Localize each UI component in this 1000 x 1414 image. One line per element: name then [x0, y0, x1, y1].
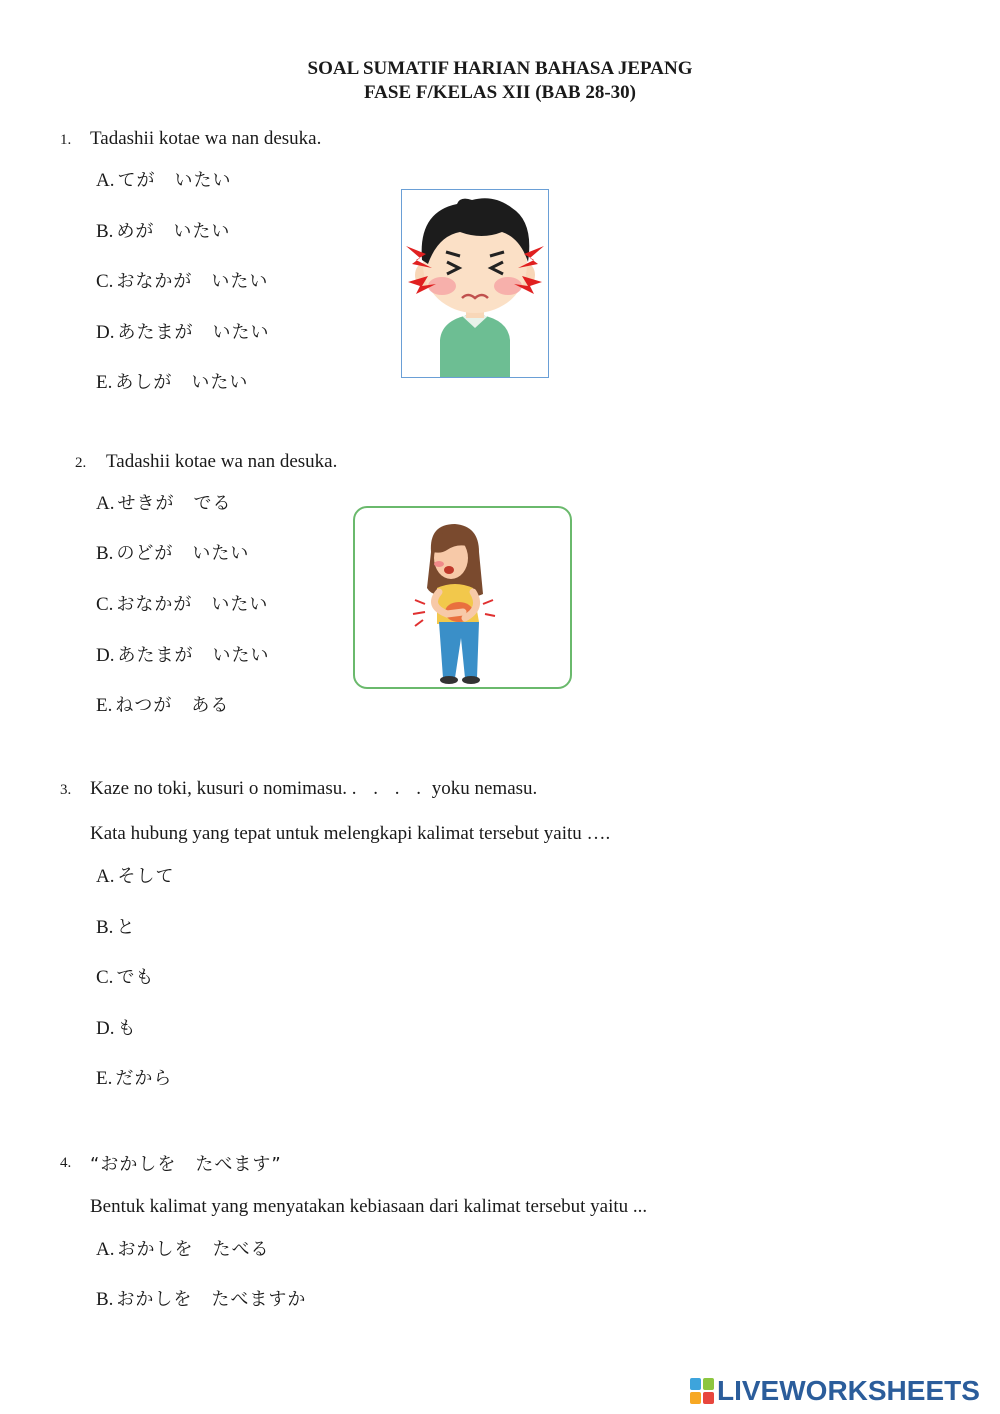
stomachache-girl-image [353, 506, 572, 689]
liveworksheets-logo[interactable] [690, 1375, 980, 1407]
option-c[interactable]: C. おなかが いたい [96, 594, 269, 615]
option-a[interactable]: A. せきが でる [96, 493, 232, 514]
worksheet-subtitle: FASE F/KELAS XII (BAB 28-30) [363, 82, 636, 103]
question-text: “おかしを たべます” [90, 1154, 282, 1175]
option-a[interactable]: A. てが いたい [96, 170, 232, 191]
question-number: 4. [60, 1155, 72, 1171]
headache-boy-image [401, 189, 549, 378]
question-number: 2. [75, 455, 87, 471]
question-text: Tadashii kotae wa nan desuka. [106, 451, 338, 472]
worksheet-title: SOAL SUMATIF HARIAN BAHASA JEPANG [307, 58, 693, 79]
option-b[interactable]: B. めが いたい [96, 221, 231, 242]
liveworksheets-logo-icon [690, 1378, 714, 1404]
option-d[interactable]: D. あたまが いたい [96, 645, 270, 666]
option-d[interactable]: D. も [96, 1018, 137, 1039]
option-d[interactable]: D. あたまが いたい [96, 322, 270, 343]
option-e[interactable]: E. ねつが ある [96, 695, 230, 716]
logo-text: LIVEWORKSHEETS [717, 1375, 980, 1406]
question-instruction: Bentuk kalimat yang menyatakan kebiasaan dari kalimat tersebut yaitu ... [90, 1196, 648, 1217]
question-text: Tadashii kotae wa nan desuka. [90, 128, 322, 149]
question-number: 3. [60, 782, 72, 798]
option-b[interactable]: B. と [96, 917, 136, 938]
option-e[interactable]: E. だから [96, 1068, 173, 1089]
option-b[interactable]: B. のどが いたい [96, 543, 250, 564]
question-number: 1. [60, 132, 72, 148]
option-c[interactable]: C. でも [96, 967, 155, 988]
option-e[interactable]: E. あしが いたい [96, 372, 249, 393]
option-a[interactable]: A. そして [96, 866, 175, 887]
blank-dots: . . . . [351, 778, 427, 799]
option-b[interactable]: B. おかしを たべますか [96, 1289, 307, 1310]
option-a[interactable]: A. おかしを たべる [96, 1239, 270, 1260]
question-instruction: Kata hubung yang tepat untuk melengkapi kalimat tersebut yaitu …. [90, 823, 611, 844]
question-text: Kaze no toki, kusuri o nomimasu. . . . . yoku nemasu. [90, 778, 538, 799]
option-c[interactable]: C. おなかが いたい [96, 271, 269, 292]
